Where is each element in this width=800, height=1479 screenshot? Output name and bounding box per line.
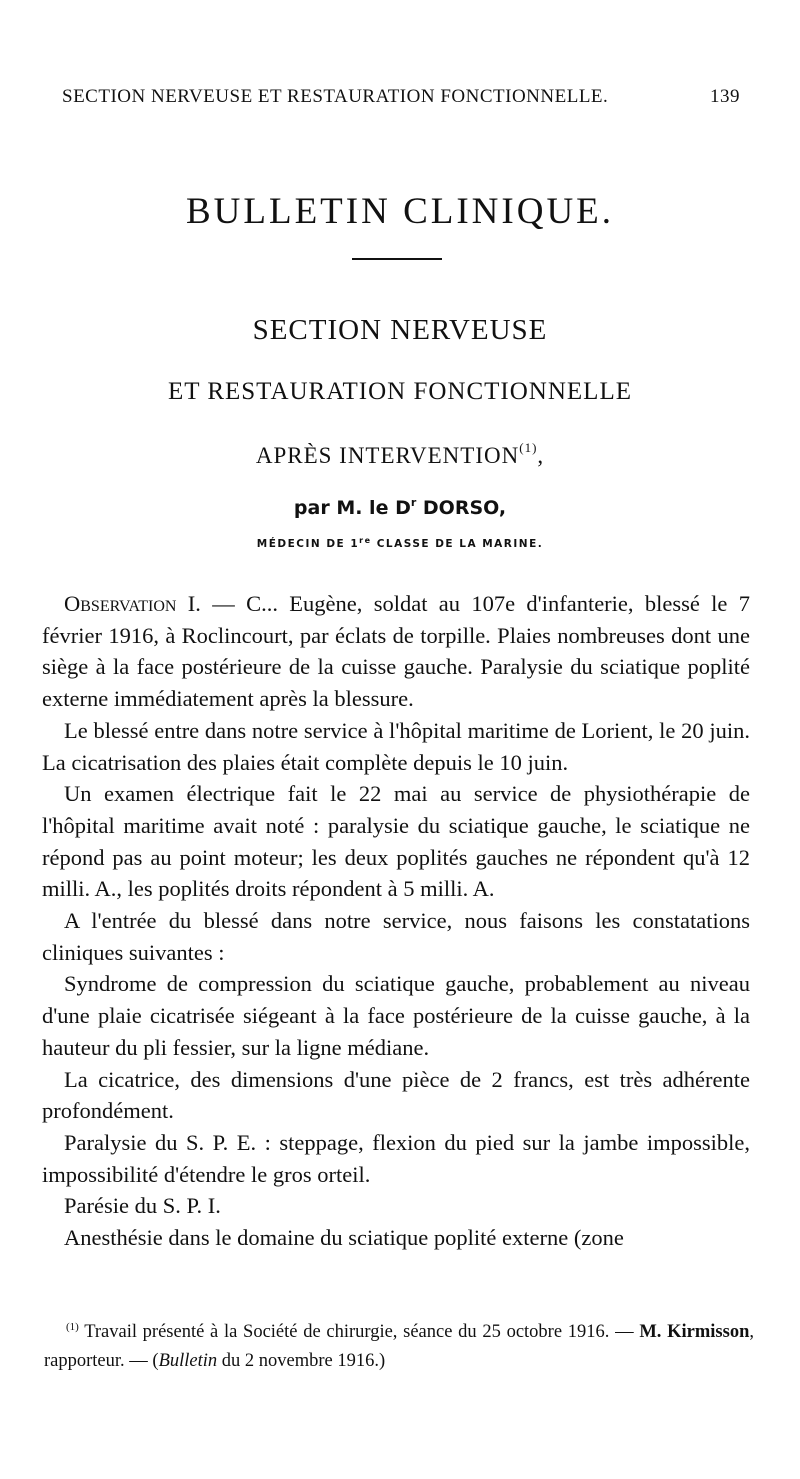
footnote-citation: Bulletin	[158, 1351, 218, 1371]
footnote-text: Travail présenté à la Société de chirurgie, séance du 25 octobre 1916. —	[78, 1322, 640, 1342]
article-title-line-3	[0, 440, 800, 469]
observation-label: Observation	[64, 591, 177, 616]
footnote-text: du 2 novembre 1916.)	[217, 1351, 386, 1371]
author-affiliation	[0, 536, 800, 550]
affiliation-prefix: MÉDECIN DE 1	[256, 538, 360, 550]
paragraph-observation	[42, 588, 750, 715]
affiliation-suffix: CLASSE DE LA MARINE.	[371, 538, 544, 550]
paragraph: Le blessé entre dans notre service à l'hôpital maritime de Lorient, le 20 juin. La cicatrisation des plaies était complète depuis le 10 juin.	[42, 717, 750, 775]
footnote-name: M. Kirmisson	[639, 1322, 750, 1342]
footnote-reference: (1)	[519, 440, 538, 455]
author-name: DORSO,	[416, 497, 507, 519]
paragraph: Syndrome de compression du sciatique gauche, probablement au niveau d'une plaie cicatrisée siégeant à la face postérieure de la cuisse gauche, à la hauteur du pli fessier, sur la ligne médiane.	[42, 971, 750, 1060]
paragraph: Anesthésie dans le domaine du sciatique poplité externe (zone	[64, 1225, 624, 1251]
running-header	[62, 86, 740, 108]
article-title-line-2: ET RESTAURATION FONCTIONNELLE	[167, 378, 632, 405]
paragraph: Un examen électrique fait le 22 mai au service de physiothérapie de l'hôpital maritime avait noté : paralysie du sciatique gauche, le sciatique ne répond pas au point moteur; les deux poplités gauches ne répondent qu'à 12 milli. A., les poplités droits répondent à 5 milli. A.	[42, 781, 750, 902]
title-divider	[352, 258, 442, 260]
article-title-line-1: SECTION NERVEUSE	[252, 314, 548, 346]
byline-prefix: par M. le D	[293, 497, 411, 519]
byline	[0, 496, 800, 519]
article-title-text: APRÈS INTERVENTION	[255, 443, 520, 468]
paragraph: Paralysie du S. P. E. : steppage, flexion du pied sur la jambe impossible, impossibilité d'étendre le gros orteil.	[42, 1129, 750, 1187]
byline-sup: r	[410, 496, 417, 509]
paragraph: A l'entrée du blessé dans notre service, nous faisons les constatations cliniques suivantes :	[42, 908, 750, 965]
footnote-marker: (1)	[66, 1321, 79, 1333]
affiliation-sup: re	[359, 536, 372, 545]
observation-text: I. — C... Eugène, soldat au 107e d'infanterie, blessé le 7 février 1916, à Roclincourt, par éclats de torpille. Plaies nombreuses dont une siège à la face postérieure de la cuisse gauche. Paralysie du sciatique poplité externe immédiatement après la blessure.	[42, 591, 750, 712]
paragraph: Parésie du S. P. I.	[64, 1193, 221, 1219]
bulletin-title: BULLETIN CLINIQUE.	[185, 191, 615, 232]
body-text	[42, 588, 750, 1254]
running-title: SECTION NERVEUSE ET RESTAURATION FONCTIONNELLE.	[62, 86, 609, 107]
article-title-end: ,	[537, 443, 545, 468]
page-number: 139	[710, 86, 740, 107]
footnote	[44, 1313, 754, 1376]
paragraph: La cicatrice, des dimensions d'une pièce de 2 francs, est très adhérente profondément.	[42, 1066, 750, 1124]
footnote-text: , rapporteur. — (	[44, 1322, 754, 1371]
